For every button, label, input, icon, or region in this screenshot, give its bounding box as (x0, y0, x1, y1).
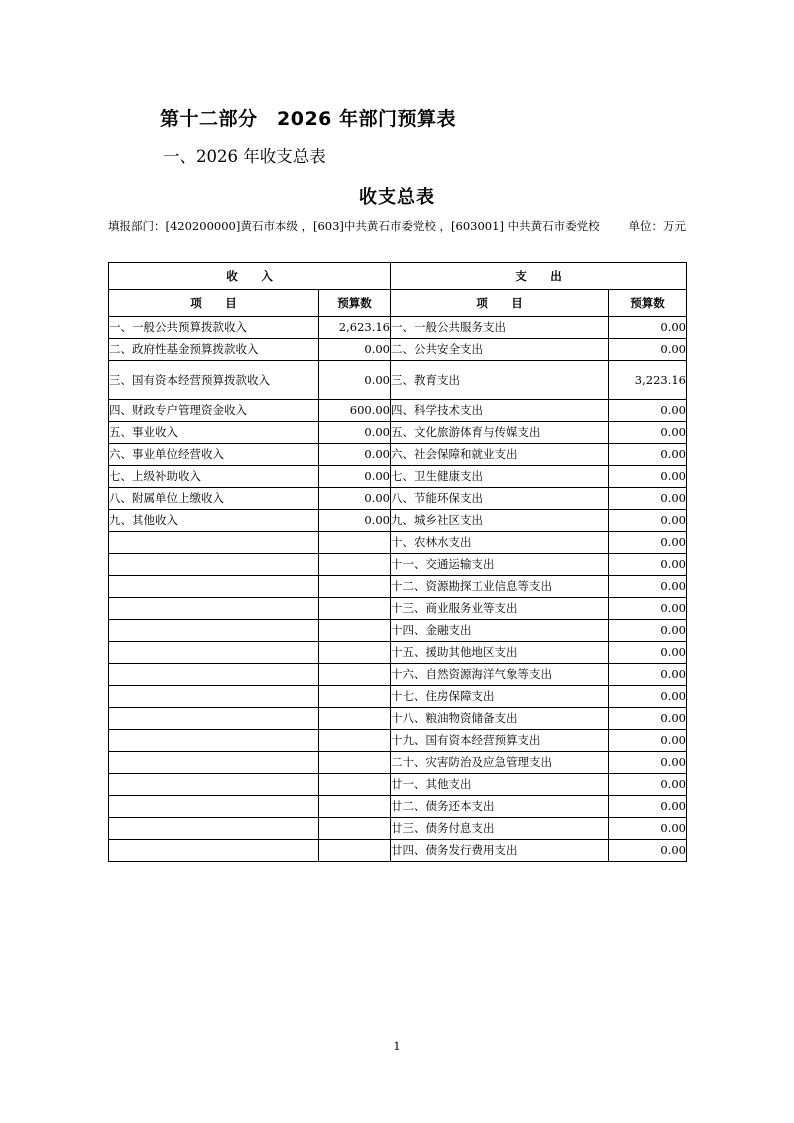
table-meta (108, 219, 686, 235)
expenditure-item-cell: 十八、粮油物资储备支出 (391, 708, 609, 730)
income-item-cell (109, 532, 319, 554)
table-row (109, 796, 687, 818)
expenditure-item-cell: 十七、住房保障支出 (391, 686, 609, 708)
expenditure-budget-cell: 0.00 (609, 774, 687, 796)
expenditure-item-cell: 七、卫生健康支出 (391, 466, 609, 488)
income-budget-cell (319, 532, 391, 554)
expenditure-budget-cell: 0.00 (609, 422, 687, 444)
expenditure-budget-cell: 0.00 (609, 818, 687, 840)
expenditure-budget-cell: 0.00 (609, 488, 687, 510)
expenditure-budget-cell: 0.00 (609, 510, 687, 532)
income-item-cell: 二、政府性基金预算拨款收入 (109, 339, 319, 361)
expenditure-item-cell: 二十、灾害防治及应急管理支出 (391, 752, 609, 774)
income-budget-cell: 0.00 (319, 466, 391, 488)
expenditure-budget-cell: 0.00 (609, 576, 687, 598)
income-budget-cell: 0.00 (319, 422, 391, 444)
page-number: 1 (393, 1040, 401, 1053)
income-item-cell: 三、国有资本经营预算拨款收入 (109, 361, 319, 400)
table-row (109, 576, 687, 598)
expenditure-item-cell: 廿三、债务付息支出 (391, 818, 609, 840)
income-budget-cell: 0.00 (319, 488, 391, 510)
expenditure-item-cell: 十三、商业服务业等支出 (391, 598, 609, 620)
table-row (109, 339, 687, 361)
income-budget-cell: 2,623.16 (319, 317, 391, 339)
income-item-cell (109, 708, 319, 730)
column-header-income-budget: 预算数 (319, 290, 391, 317)
expenditure-item-cell: 廿二、债务还本支出 (391, 796, 609, 818)
income-budget-cell (319, 818, 391, 840)
table-row (109, 598, 687, 620)
income-item-cell: 九、其他收入 (109, 510, 319, 532)
income-item-cell (109, 620, 319, 642)
income-item-cell: 六、事业单位经营收入 (109, 444, 319, 466)
table-row (109, 466, 687, 488)
expenditure-item-cell: 九、城乡社区支出 (391, 510, 609, 532)
column-header-expenditure-item: 项 目 (391, 290, 609, 317)
income-budget-cell: 600.00 (319, 400, 391, 422)
expenditure-budget-cell: 0.00 (609, 686, 687, 708)
income-item-cell (109, 840, 319, 862)
income-item-cell (109, 730, 319, 752)
expenditure-budget-cell: 0.00 (609, 708, 687, 730)
expenditure-item-cell: 六、社会保障和就业支出 (391, 444, 609, 466)
income-budget-cell (319, 796, 391, 818)
income-item-cell: 八、附属单位上缴收入 (109, 488, 319, 510)
table-row (109, 642, 687, 664)
table-row (109, 532, 687, 554)
expenditure-budget-cell: 0.00 (609, 317, 687, 339)
income-item-cell: 七、上级补助收入 (109, 466, 319, 488)
income-budget-cell: 0.00 (319, 444, 391, 466)
income-budget-cell (319, 730, 391, 752)
table-row (109, 422, 687, 444)
income-item-cell: 五、事业收入 (109, 422, 319, 444)
expenditure-item-cell: 四、科学技术支出 (391, 400, 609, 422)
expenditure-budget-cell: 0.00 (609, 840, 687, 862)
income-budget-cell (319, 576, 391, 598)
income-item-cell (109, 774, 319, 796)
income-budget-cell (319, 664, 391, 686)
expenditure-item-cell: 八、节能环保支出 (391, 488, 609, 510)
expenditure-item-cell: 十一、交通运输支出 (391, 554, 609, 576)
expenditure-budget-cell: 0.00 (609, 466, 687, 488)
income-item-cell (109, 796, 319, 818)
income-item-cell: 四、财政专户管理资金收入 (109, 400, 319, 422)
section-header-income: 收 入 (109, 263, 391, 290)
income-budget-cell: 0.00 (319, 510, 391, 532)
table-row (109, 708, 687, 730)
document-subheading: 一、2026 年收支总表 (163, 147, 326, 166)
expenditure-item-cell: 廿一、其他支出 (391, 774, 609, 796)
table-row (109, 818, 687, 840)
table-row (109, 686, 687, 708)
expenditure-budget-cell: 0.00 (609, 730, 687, 752)
expenditure-item-cell: 三、教育支出 (391, 361, 609, 400)
expenditure-budget-cell: 0.00 (609, 796, 687, 818)
table-row (109, 774, 687, 796)
column-header-expenditure-budget: 预算数 (609, 290, 687, 317)
income-budget-cell (319, 686, 391, 708)
expenditure-item-cell: 十四、金融支出 (391, 620, 609, 642)
table-row (109, 400, 687, 422)
income-item-cell (109, 576, 319, 598)
unit-label: 单位：万元 (628, 219, 686, 233)
expenditure-item-cell: 廿四、债务发行费用支出 (391, 840, 609, 862)
expenditure-budget-cell: 0.00 (609, 400, 687, 422)
table-row (109, 444, 687, 466)
income-item-cell (109, 752, 319, 774)
expenditure-item-cell: 五、文化旅游体育与传媒支出 (391, 422, 609, 444)
income-budget-cell (319, 598, 391, 620)
expenditure-item-cell: 十五、援助其他地区支出 (391, 642, 609, 664)
table-row (109, 554, 687, 576)
income-budget-cell (319, 554, 391, 576)
income-budget-cell: 0.00 (319, 339, 391, 361)
expenditure-budget-cell: 0.00 (609, 752, 687, 774)
expenditure-budget-cell: 0.00 (609, 554, 687, 576)
income-item-cell (109, 554, 319, 576)
table-row (109, 317, 687, 339)
expenditure-budget-cell: 0.00 (609, 598, 687, 620)
expenditure-item-cell: 二、公共安全支出 (391, 339, 609, 361)
budget-summary-table (108, 262, 687, 862)
income-budget-cell (319, 774, 391, 796)
table-row (109, 361, 687, 400)
document-heading: 第十二部分 2026 年部门预算表 (160, 108, 456, 130)
expenditure-budget-cell: 0.00 (609, 642, 687, 664)
expenditure-item-cell: 一、一般公共服务支出 (391, 317, 609, 339)
filing-department-label: 填报部门：[420200000]黄石市本级 ，[603]中共黄石市委党校 ，[603001] 中共黄石市委党校 (108, 219, 600, 233)
expenditure-item-cell: 十六、自然资源海洋气象等支出 (391, 664, 609, 686)
income-item-cell (109, 642, 319, 664)
column-header-income-item: 项 目 (109, 290, 319, 317)
expenditure-budget-cell: 3,223.16 (609, 361, 687, 400)
expenditure-budget-cell: 0.00 (609, 339, 687, 361)
income-budget-cell (319, 620, 391, 642)
table-row (109, 488, 687, 510)
expenditure-item-cell: 十、农林水支出 (391, 532, 609, 554)
income-budget-cell: 0.00 (319, 361, 391, 400)
table-column-header-row (109, 290, 687, 317)
table-row (109, 510, 687, 532)
table-title: 收支总表 (359, 187, 435, 208)
table-row (109, 620, 687, 642)
income-budget-cell (319, 642, 391, 664)
expenditure-budget-cell: 0.00 (609, 620, 687, 642)
expenditure-budget-cell: 0.00 (609, 444, 687, 466)
income-item-cell (109, 818, 319, 840)
income-budget-cell (319, 708, 391, 730)
income-item-cell: 一、一般公共预算拨款收入 (109, 317, 319, 339)
table-row (109, 752, 687, 774)
income-item-cell (109, 686, 319, 708)
section-header-expenditure: 支 出 (391, 263, 687, 290)
expenditure-item-cell: 十二、资源勘探工业信息等支出 (391, 576, 609, 598)
expenditure-budget-cell: 0.00 (609, 664, 687, 686)
table-row (109, 730, 687, 752)
table-section-header-row (109, 263, 687, 290)
income-item-cell (109, 598, 319, 620)
income-item-cell (109, 664, 319, 686)
table-row (109, 664, 687, 686)
income-budget-cell (319, 840, 391, 862)
expenditure-item-cell: 十九、国有资本经营预算支出 (391, 730, 609, 752)
expenditure-budget-cell: 0.00 (609, 532, 687, 554)
income-budget-cell (319, 752, 391, 774)
table-row (109, 840, 687, 862)
